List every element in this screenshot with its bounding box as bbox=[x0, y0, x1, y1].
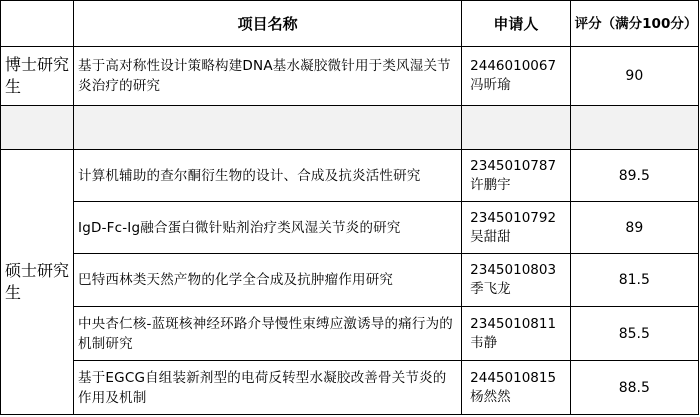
spacer-row bbox=[1, 106, 699, 150]
table-row bbox=[1, 202, 699, 254]
project-title: 巴特西林类天然产物的化学全合成及抗肿瘤作用研究 bbox=[74, 254, 462, 307]
project-title: IgD-Fc-Ig融合蛋白微针贴剂治疗类风湿关节炎的研究 bbox=[74, 202, 462, 254]
student-name: 许鹏宇 bbox=[470, 176, 511, 193]
student-id: 2445010815 bbox=[470, 369, 557, 386]
table-row bbox=[1, 361, 699, 415]
spacer-cell bbox=[1, 106, 74, 150]
score-cell: 90 bbox=[570, 47, 698, 106]
student-id: 2345010787 bbox=[470, 157, 557, 174]
header-category bbox=[1, 1, 74, 47]
applicant-cell bbox=[462, 202, 571, 254]
student-name: 冯昕瑜 bbox=[470, 77, 511, 93]
table-row bbox=[1, 307, 699, 361]
project-title: 计算机辅助的查尔酮衍生物的设计、合成及抗炎活性研究 bbox=[74, 150, 462, 202]
score-cell: 89.5 bbox=[570, 150, 698, 202]
score-cell: 81.5 bbox=[570, 254, 698, 307]
student-id: 2345010811 bbox=[470, 315, 557, 332]
header-row bbox=[1, 1, 699, 47]
student-id: 2345010803 bbox=[470, 262, 557, 278]
student-id: 2446010067 bbox=[470, 58, 557, 74]
student-name: 杨然然 bbox=[470, 388, 511, 405]
applicant-cell bbox=[462, 254, 571, 307]
category-cell: 硕士研究生 bbox=[1, 150, 74, 415]
header-title: 项目名称 bbox=[74, 1, 462, 47]
score-cell: 89 bbox=[570, 202, 698, 254]
applicant-cell bbox=[462, 47, 571, 106]
score-cell: 85.5 bbox=[570, 307, 698, 361]
score-cell: 88.5 bbox=[570, 361, 698, 415]
project-title: 中央杏仁核-蓝斑核神经环路介导慢性束缚应激诱导的痛行为的机制研究 bbox=[74, 307, 462, 361]
table-row bbox=[1, 150, 699, 202]
project-title: 基于EGCG自组装新剂型的电荷反转型水凝胶改善骨关节炎的作用及机制 bbox=[74, 361, 462, 415]
student-name: 吴甜甜 bbox=[470, 228, 511, 245]
applicant-cell bbox=[462, 307, 571, 361]
category-cell: 博士研究生 bbox=[1, 47, 74, 106]
spacer-cell bbox=[462, 106, 571, 150]
spacer-cell bbox=[570, 106, 698, 150]
student-name: 韦静 bbox=[470, 334, 498, 351]
spacer-cell bbox=[74, 106, 462, 150]
header-score: 评分（满分100分） bbox=[570, 1, 698, 47]
table-row bbox=[1, 47, 699, 106]
applicant-cell bbox=[462, 150, 571, 202]
header-applicant: 申请人 bbox=[462, 1, 571, 47]
student-id: 2345010792 bbox=[470, 209, 557, 226]
table-row bbox=[1, 254, 699, 307]
project-title: 基于高对称性设计策略构建DNA基水凝胶微针用于类风湿关节炎治疗的研究 bbox=[74, 47, 462, 106]
student-name: 季飞龙 bbox=[470, 281, 511, 297]
applicant-cell bbox=[462, 361, 571, 415]
